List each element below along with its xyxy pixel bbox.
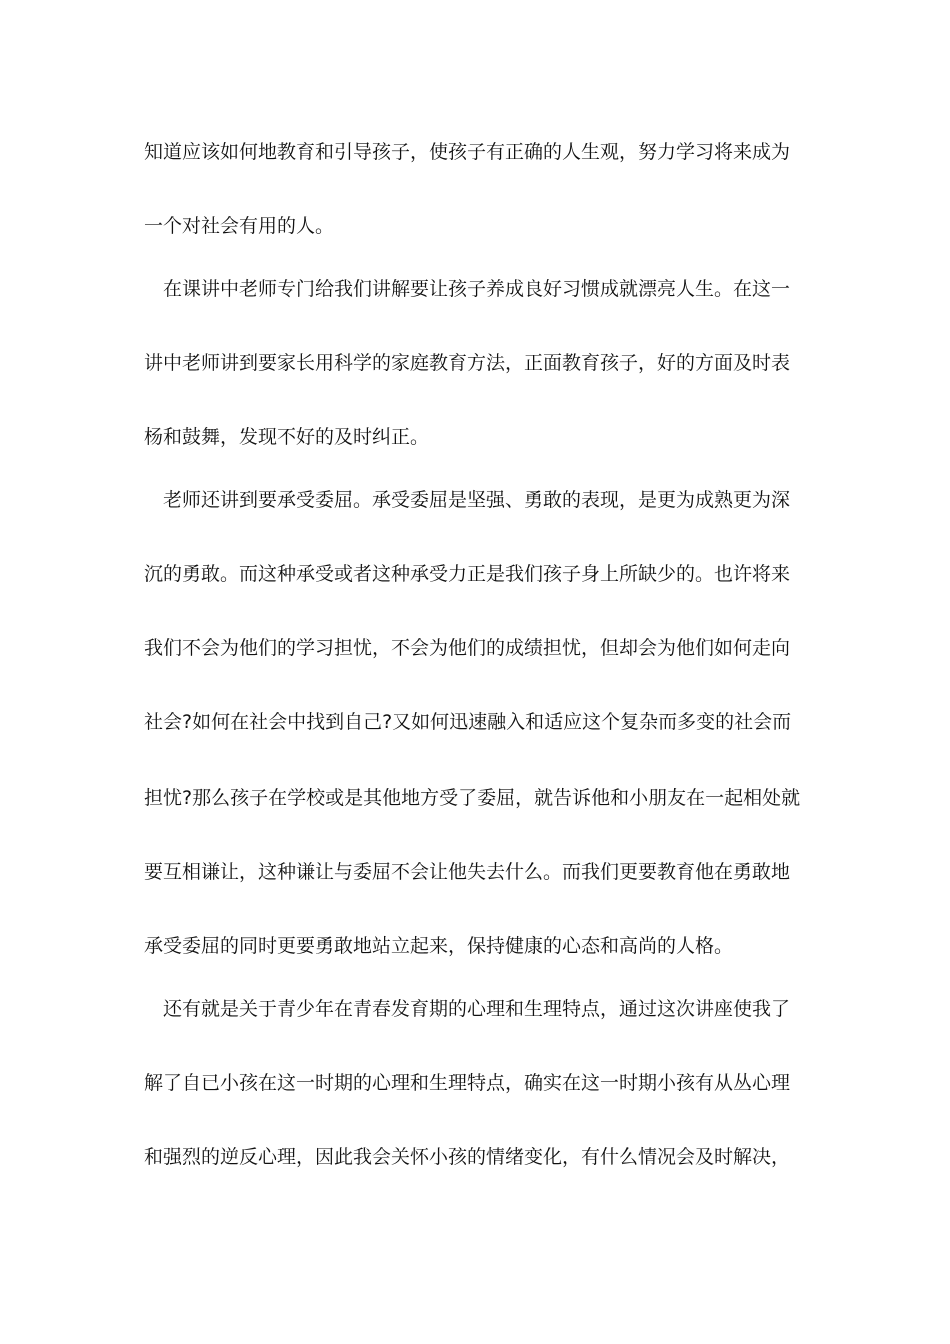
text-line-11: 要互相谦让，这种谦让与委屈不会让他失去什么。而我们更要教育他在勇敢地 — [144, 861, 791, 883]
text-line-15: 和强烈的逆反心理，因此我会关怀小孩的情绪变化，有什么情况会及时解决， — [144, 1146, 791, 1168]
text-line-2: 一个对社会有用的人。 — [144, 215, 335, 237]
text-line-7: 沉的勇敢。而这种承受或者这种承受力正是我们孩子身上所缺少的。也许将来 — [144, 563, 791, 585]
text-line-13: 还有就是关于青少年在青春发育期的心理和生理特点，通过这次讲座使我了 — [163, 998, 791, 1020]
text-line-6: 老师还讲到要承受委屈。承受委屈是坚强、勇敢的表现，是更为成熟更为深 — [163, 489, 791, 511]
text-line-10: 担忧?那么孩子在学校或是其他地方受了委屈，就告诉他和小朋友在一起相处就 — [144, 787, 801, 809]
text-line-12: 承受委屈的同时更要勇敢地站立起来，保持健康的心态和高尚的人格。 — [144, 935, 734, 957]
text-line-3: 在课讲中老师专门给我们讲解要让孩子养成良好习惯成就漂亮人生。在这一 — [163, 278, 791, 300]
text-line-14: 解了自已小孩在这一时期的心理和生理特点，确实在这一时期小孩有从丛心理 — [144, 1072, 791, 1094]
text-line-8: 我们不会为他们的学习担忧，不会为他们的成绩担忧，但却会为他们如何走向 — [144, 637, 791, 659]
text-line-4: 讲中老师讲到要家长用科学的家庭教育方法，正面教育孩子，好的方面及时表 — [144, 352, 791, 374]
text-line-5: 杨和鼓舞，发现不好的及时纠正。 — [144, 426, 430, 448]
text-line-9: 社会?如何在社会中找到自己?又如何迅速融入和适应这个复杂而多变的社会而 — [144, 711, 792, 733]
text-line-1: 知道应该如何地教育和引导孩子，使孩子有正确的人生观，努力学习将来成为 — [144, 141, 791, 163]
